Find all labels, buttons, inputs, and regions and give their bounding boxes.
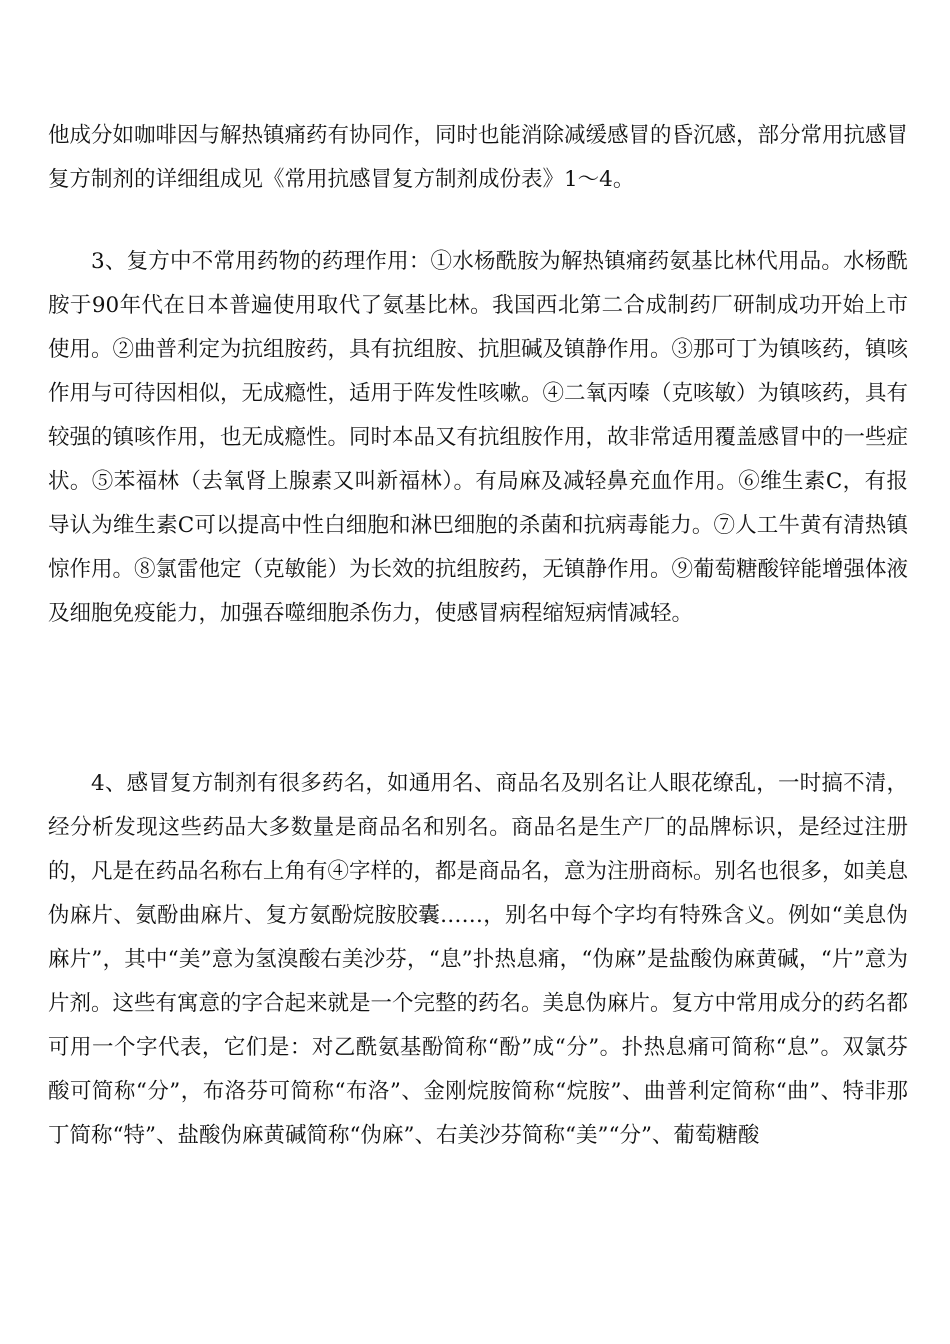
paragraph-section-3: 3、复方中不常用药物的药理作用：①水杨酰胺为解热镇痛药氨基比林代用品。水杨酰胺于90年代在日本普遍使用取代了氨基比林。我国西北第二合成制药厂研制成功开始上市使用。②曲普利定为抗组胺药，具有抗组胺、抗胆碱及镇静作用。③那可丁为镇咳药，镇咳作用与可待因相似，无成瘾性，适用于阵发性咳嗽。④二氧丙嗪（克咳敏）为镇咳药，具有较强的镇咳作用，也无成瘾性。同时本品又有抗组胺作用，故非常适用覆盖感冒中的一些症状。⑤苯福林（去氧肾上腺素又叫新福林）。有局麻及减轻鼻充血作用。⑥维生素C，有报导认为维生素C可以提高中性白细胞和淋巴细胞的杀菌和抗病毒能力。⑦人工牛黄有清热镇惊作用。⑧氯雷他定（克敏能）为长效的抗组胺药，无镇静作用。⑨葡萄糖酸锌能增强体液及细胞免疫能力，加强吞噬细胞杀伤力，使感冒病程缩短病情减轻。 <box>48 249 909 626</box>
paragraph-section-4: 4、感冒复方制剂有很多药名，如通用名、商品名及别名让人眼花缭乱，一时搞不清，经分析发现这些药品大多数量是商品名和别名。商品名是生产厂的品牌标识，是经过注册的，凡是在药品名称右上角有④字样的，都是商品名，意为注册商标。别名也很多，如美息伪麻片、氨酚曲麻片、复方氨酚烷胺胶囊……，别名中每个字均有特殊含义。例如“美息伪麻片”，其中“美”意为氢溴酸右美沙芬，“息”扑热息痛，“伪麻”是盐酸伪麻黄碱，“片”意为片剂。这些有寓意的字合起来就是一个完整的药名。美息伪麻片。复方中常用成分的药名都可用一个字代表，它们是：对乙酰氨基酚简称“酚”成“分”。扑热息痛可简称“息”。双氯芬酸可简称“分”，布洛芬可简称“布洛”、金刚烷胺简称“烷胺”、曲普利定简称“曲”、特非那丁简称“特”、盐酸伪麻黄碱简称“伪麻”、右美沙芬简称“美”“分”、葡萄糖酸 <box>48 771 909 1148</box>
paragraph-continuation: 他成分如咖啡因与解热镇痛药有协同作，同时也能消除减缓感冒的昏沉感，部分常用抗感冒复方制剂的详细组成见《常用抗感冒复方制剂成份表》1～4。 <box>48 123 909 192</box>
